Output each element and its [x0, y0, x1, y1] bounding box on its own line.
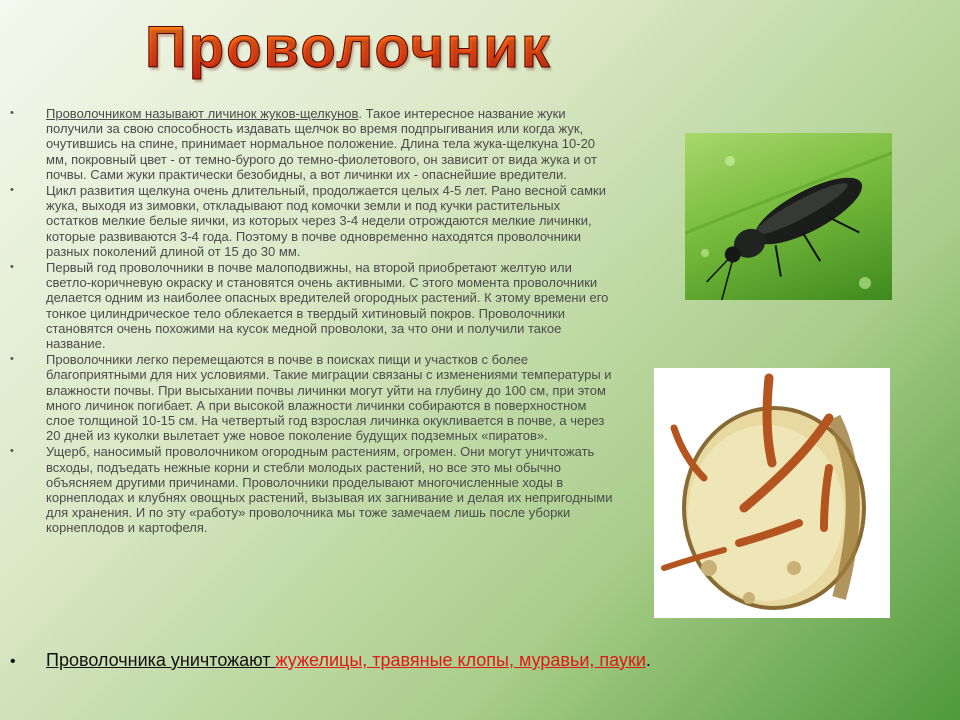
paragraph-text: Проволочники легко перемещаются в почве в поисках пищи и участков с более благоприятными для них условиями. Такие миграции связаны с изменениями температуры и влажности почвы. При высыхании почвы личинки могут уйти на глубину до 100 см, при этом много личинок погибает. А при высокой влажности личинки собираются в поверхностном слое толщиной 10-15 см. На четвертый год взрослая личинка окукливается в почве, а через 20 дней из куколки вылетает уже новое поколение будущих подземных «пиратов». [46, 352, 612, 444]
bullet-marker: • [10, 445, 14, 458]
paragraph-3 [10, 260, 630, 351]
wireworm-potato-illustration [654, 368, 890, 618]
slide-title: Проволочник [145, 14, 745, 82]
bullet-marker: • [10, 353, 14, 366]
paragraph-4 [10, 352, 630, 443]
paragraph-text: Ущерб, наносимый проволочником огородным растениям, огромен. Они могут уничтожать всходы, подъедать нежные корни и стебли молодых растений, но все это мы обычно объясняем другими причинами. Проволочники проделывают многочисленные ходы в корнеплодах и клубнях овощных растений, вызывая их загнивание и делая их непригодными для хранения. И по эту «работу» проволочника мы тоже замечаем лишь после уборки корнеплодов и картофеля. [46, 444, 613, 536]
paragraph-text: Первый год проволочники в почве малоподвижны, на второй приобретают желтую или светло-коричневую окраску и становятся очень активными. С этого момента проволочники делается одним из наиболее опасных вредителей огородных растений. К этому времени его тонкое цилиндрическое тело облекается в твердый хитиновый покров. Проволочники становятся очень похожими на кусок медной проволоки, за что они и получили такое название. [46, 260, 609, 352]
paragraph-5 [10, 444, 630, 535]
predators-end: . [645, 650, 651, 670]
bullet-marker: • [10, 107, 14, 119]
predators-lead: Проволочника уничтожают [46, 650, 276, 670]
predators-line [10, 650, 930, 671]
bullet-marker: • [10, 653, 16, 670]
bullet-marker: • [10, 184, 14, 197]
paragraph-2 [10, 183, 630, 259]
larvae-illustration [654, 368, 890, 618]
bullet-marker: • [10, 261, 14, 274]
slide-body [10, 106, 630, 537]
click-beetle-photo [685, 133, 892, 300]
beetle-illustration [685, 133, 892, 300]
paragraph-text: Цикл развития щелкуна очень длительный, продолжается целых 4-5 лет. Рано весной самки жука, выходя из зимовки, откладывают под комочки земли и под кучки растительных остатков мелкие белые яички, из которых через 3-4 недели отрождаются мелкие личинки, которые развиваются 3-4 года. Поэтому в почве одновременно находятся проволочники разных поколений длиной от 15 до 30 мм. [46, 183, 606, 259]
paragraph-lead: Проволочником называют личинок жуков-щелкунов [46, 106, 359, 121]
paragraph-1 [10, 106, 630, 182]
predators-list: жужелицы, травяные клопы, муравьи, пауки [275, 650, 646, 670]
paragraph-text: . Такое интересное название жуки получили за свою способность издавать щелчок во время подпрыгивания или когда жук, очутившись на спине, принимает нормальное положение. Длина тела жука-щелкуна 10-20 мм, покровный цвет - от темно-бурого до темно-фиолетового, он зависит от вида жука и от почвы. Сами жуки практически безобидны, а вот личинки их - опаснейшие вредители. [46, 106, 597, 182]
